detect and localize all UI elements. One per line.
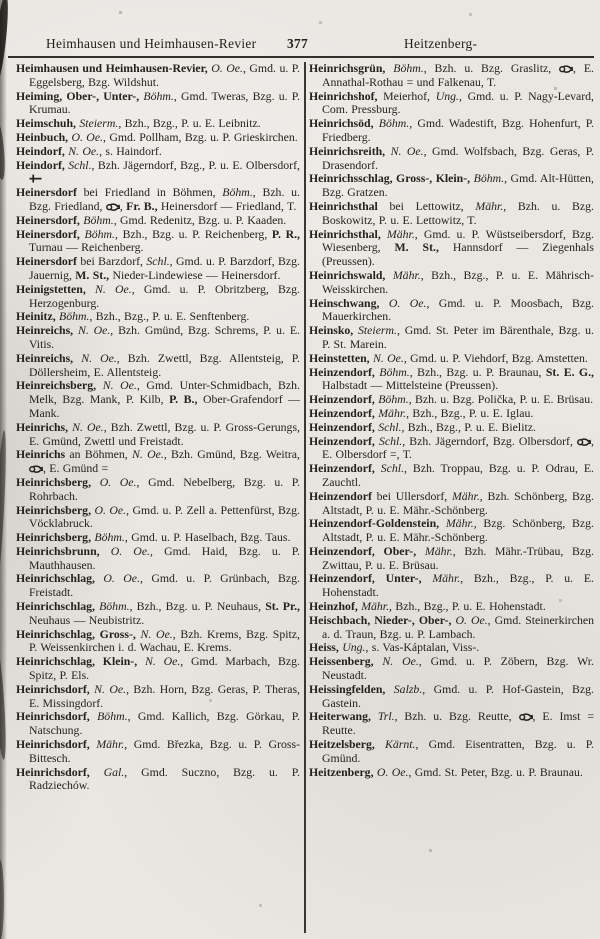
entry-text: , Gmd. u. P. Grünbach, Bzg. Freistadt. — [29, 571, 300, 600]
entry-text: , Bzh., Bzg., P. u. E. Hohenstadt. — [322, 571, 594, 600]
entry-bold-text: Heinersdorf — [16, 254, 77, 269]
entry-bold-text: Heinrichsbrunn, — [16, 543, 100, 558]
running-head-left: Heimhausen und Heimhausen-Revier — [46, 36, 257, 51]
entry-text: , Gmd. Marbach, Bzg. Spitz, P. Els. — [29, 654, 300, 683]
entry-text: Halbstadt — Mittelsteine (Preussen). — [322, 378, 499, 393]
entry — [309, 324, 594, 352]
entry — [309, 600, 594, 614]
entry-bold-text: Heinrichs — [16, 447, 66, 462]
entry-text: , Gmd. u. P. Zell a. Pettenfürst, Bzg. Vöcklabruck. — [29, 502, 300, 531]
entry-text: , Bzh., Bzg., P. u. E. Iglau. — [406, 405, 534, 420]
entry-text: , E. Olbersdorf =, T. — [322, 433, 594, 462]
entry-region-abbr: Trl. — [377, 709, 395, 724]
entry-text: , Gmd. Suczno, Bzg. u. P. Radziechów. — [29, 764, 300, 793]
entry — [309, 90, 594, 118]
entry-text: , Bzh. Zwettl, Bzg. Allentsteig, P. Döllersheim, E. Allentsteig. — [29, 350, 300, 379]
entry-region-abbr: Mähr. — [378, 405, 407, 420]
entry-bold-text: Heinrichsdorf, — [16, 764, 90, 779]
entry-text: , Bzh. Jägerndorf, Bzg. Olbersdorf, — [402, 433, 578, 448]
entry-text — [379, 296, 388, 310]
entry-text: , Gmd. u. P. Haselbach, Bzg. Taus. — [124, 530, 291, 545]
entry-text: , Gmd. Pollham, Bzg. u. P. Grieskirchen. — [103, 129, 298, 144]
entry — [309, 572, 594, 600]
entry-text: , Bzh. Krems, Bzg. Spitz, P. Weissenkirchen i. d. Wachau, E. Krems. — [29, 626, 300, 655]
entry-bold-text: Heinsko, — [309, 323, 354, 338]
entry — [16, 766, 300, 794]
entry-region-abbr: Böhm. — [393, 62, 424, 75]
entry-text — [90, 709, 97, 723]
entry-region-abbr: Steierm. — [358, 323, 397, 338]
entry — [16, 324, 300, 352]
entry-region-abbr: O. Oe. — [99, 474, 137, 489]
entry-text: , Bzh., Bzg. u. P. Neuhaus, — [129, 599, 266, 614]
entry-region-abbr: Böhm. — [378, 116, 410, 131]
entry-text: , Gmd. Redenitz, Bzg. u. P. Kaaden. — [113, 212, 287, 227]
entry-text: , Bzh. Troppau, Bzg. u. P. Odrau, E. Zauchtl. — [322, 461, 594, 489]
entry-bold-text: Heinrichsberg, — [16, 530, 92, 545]
entry — [309, 683, 594, 711]
entry-bold-text: Heinrichsdorf, — [16, 709, 90, 724]
entry-bold-text: Heinrichsschlag, Gross-, Klein-, — [309, 171, 471, 186]
entry-region-abbr: Böhm. — [379, 364, 410, 379]
entry-text — [91, 475, 100, 489]
entry-region-abbr: Mähr. — [361, 599, 390, 614]
entry-bold-text: Heiss, — [309, 640, 339, 655]
entry-region-abbr: Böhm. — [59, 309, 90, 324]
entry-bold-text: Heinreichs, — [16, 323, 74, 338]
entry-text: bei Ullersdorf, — [371, 488, 452, 503]
entry-region-abbr: N. Oe. — [140, 626, 173, 641]
entry-text: , Gmd. u. P. Zöbern, Bzg. Wr. Neustadt. — [322, 654, 594, 683]
entry — [309, 545, 594, 573]
entry-text: , Bzh., Bzg., P. u. E. Leibnitz. — [118, 116, 261, 131]
entry-text: , Bzh. Zwettl, Bzg. u. P. Gross-Gerungs, E. Gmünd, Zwettl und Freistadt. — [29, 419, 300, 448]
entry-region-abbr: Mähr. — [386, 226, 415, 241]
entry-text: , E. Imst = Reutte. — [322, 709, 594, 738]
entry — [309, 435, 594, 463]
entry-bold-text: Heinrichsdorf, — [16, 681, 90, 696]
entry-text: bei Friedland in Böhmen, — [76, 185, 223, 200]
entry-region-abbr: O. Oe. — [94, 502, 127, 517]
header-rule — [8, 56, 594, 58]
entry-bold-text: M. St., — [75, 267, 110, 282]
entry-region-abbr: Böhm. — [97, 709, 128, 724]
entry-text: , Bzh., Bzg., P. u. E. Mährisch-Weisskirchen. — [322, 267, 594, 296]
entry-text: Nieder-Lindewiese — Heinersdorf. — [109, 267, 281, 282]
entry-region-abbr: Mähr. — [451, 488, 480, 503]
entry — [16, 531, 300, 545]
entry-text: , Bzh. u. Bzg. Friedland, — [29, 185, 300, 213]
entry — [309, 462, 594, 490]
posthorn-icon — [106, 200, 120, 214]
entry-bold-text: Heinersdorf, — [16, 226, 80, 241]
cross-icon — [29, 172, 42, 186]
entry-text: , Bzh. u. Bzg. Graslitz, — [423, 62, 560, 75]
entry-bold-text: Heimschuh, — [16, 116, 76, 131]
posthorn-icon — [519, 710, 533, 724]
entry-bold-text: Heinrichsdorf, — [16, 737, 90, 752]
entry-bold-text: Heinzendorf — [309, 488, 372, 503]
text-columns — [16, 62, 594, 937]
entry-bold-text: Heinrichsthal — [309, 198, 378, 213]
entry — [309, 490, 594, 518]
entry-region-abbr: Böhm. — [378, 392, 409, 407]
entry-bold-text: Heinersdorf, — [16, 212, 80, 227]
entry-region-abbr: Schl. — [68, 157, 92, 172]
entry-region-abbr: Böhm. — [222, 185, 253, 200]
entry-bold-text: Heinrichswald, — [309, 267, 386, 282]
entry-region-abbr: O. Oe. — [388, 295, 427, 310]
entry-text: an Böhmen, — [65, 447, 133, 462]
entry — [16, 545, 300, 573]
entry — [16, 228, 300, 256]
entry-region-abbr: Mähr. — [475, 198, 504, 213]
entry-bold-text: Heinzendorf, — [309, 392, 375, 407]
entry-text: Ober-Grafendorf — Mank. — [29, 392, 300, 420]
entry — [16, 448, 300, 476]
entry-text: , Gmd. Nebelberg, Bzg. u. P. Rohrbach. — [29, 474, 300, 503]
entry-region-abbr: Mähr. — [424, 543, 453, 558]
entry-text: Turnau — Reichenberg. — [29, 240, 144, 255]
entry-text: , Gmd. Březka, Bzg. u. P. Gross-Bittesch. — [29, 737, 300, 765]
entry-bold-text: Fr. B., — [126, 198, 158, 213]
entry — [16, 379, 300, 420]
entry-bold-text: Heinrichsberg, — [16, 474, 92, 489]
entry-region-abbr: O. Oe. — [103, 571, 140, 586]
entry-text — [96, 378, 103, 392]
entry-region-abbr: O. Oe. — [376, 764, 409, 779]
entry — [309, 421, 594, 435]
entry-bold-text: Heinersdorf — [16, 185, 77, 200]
entry-text: , Bzh. u. Bzg. Boskowitz, P. u. E. Lettowitz, T. — [322, 198, 594, 227]
entry-bold-text: Heindorf, — [16, 157, 65, 172]
entry-region-abbr: N. Oe. — [72, 419, 104, 434]
entry-region-abbr: O. Oe. — [71, 129, 104, 144]
entry — [309, 172, 594, 200]
entry — [309, 366, 594, 394]
entry-bold-text: Heinzendorf-Goldenstein, — [309, 516, 440, 531]
entry-region-abbr: Schl. — [146, 254, 170, 269]
entry-region-abbr: Kärnt. — [385, 737, 416, 752]
entry-region-abbr: Salzb. — [393, 681, 423, 696]
entry-bold-text: Heissenberg, — [309, 654, 374, 669]
entry-bold-text: M. St., — [394, 240, 439, 255]
entry-bold-text: Heinzendorf, — [309, 405, 375, 420]
entry-region-abbr: Mähr. — [432, 571, 461, 586]
entry-text — [100, 544, 111, 558]
entry-text: , Gmd. u. P. Moosbach, Bzg. Mauerkirchen. — [322, 295, 594, 324]
entry-bold-text: Heinrichsöd, — [309, 116, 374, 131]
entry-region-abbr: N. Oe. — [132, 447, 164, 462]
entry-text: , Gmd. Steinerkirchen a. d. Traun, Bzg. u. P. Lambach. — [322, 612, 594, 641]
entry-text: Heinersdorf — Friedland, T. — [157, 198, 297, 213]
entry — [16, 504, 300, 532]
entry-text — [439, 516, 446, 530]
entry — [16, 738, 300, 766]
entry — [16, 421, 300, 449]
entry-region-abbr: Böhm. — [473, 171, 505, 186]
entry — [309, 655, 594, 683]
entry-region-abbr: N. Oe. — [68, 143, 100, 158]
entry-bold-text: Heinzendorf, — [309, 433, 375, 448]
entry-region-abbr: Böhm. — [94, 530, 125, 545]
entry-text: , Gmd. St. Peter, Bzg. u. P. Braunau. — [408, 764, 583, 779]
entry-region-abbr: Böhm. — [83, 212, 114, 227]
entry — [309, 228, 594, 269]
entry-bold-text: P. B., — [169, 392, 198, 407]
entry — [16, 352, 300, 380]
entry — [16, 117, 300, 131]
entry-text: , Bzh. Gmünd, Bzg. Schrems, P. u. E. Vitis. — [29, 323, 300, 351]
entry-text: , E. Gmünd = — [43, 461, 109, 476]
entry-bold-text: Heinrichsgrün, — [309, 62, 386, 75]
entry-text: , Gmd. St. Peter im Bärenthale, Bzg. u. P. St. Marein. — [322, 323, 594, 351]
entry-text — [416, 544, 425, 558]
entry-text: , Gmd. Unter-Schmidbach, Bzh. Melk, Bzg. Mank, P. Kilb, — [29, 378, 300, 407]
entry — [16, 572, 300, 600]
entry — [16, 655, 300, 683]
entry-region-abbr: Mähr. — [96, 737, 125, 752]
entry-region-abbr: Steierm. — [79, 116, 119, 131]
entry-text — [90, 765, 104, 779]
entry-text: , Bzh. Mähr.-Trübau, Bzg. Zwittau, P. u. E. Brüsau. — [322, 543, 594, 572]
entry-bold-text: Heitzenberg, — [309, 764, 374, 779]
entry — [16, 62, 300, 90]
entry — [16, 476, 300, 504]
entry-bold-text: Heindorf, — [16, 143, 65, 158]
entry-text: , Gmd. Eisentratten, Bzg. u. P. Gmünd. — [322, 737, 594, 765]
page-header — [0, 36, 600, 54]
entry-text: , Bzh., Bzg., P. u. E. Hohenstadt. — [389, 599, 546, 614]
column-left — [16, 62, 300, 937]
entry-text: , — [119, 198, 127, 213]
page-number: 377 — [287, 36, 308, 51]
entry-region-abbr: Böhm. — [84, 226, 115, 241]
entry-bold-text: Heimhausen und Heimhausen-Revier, — [16, 62, 208, 75]
entry-text: , Gmd. Wadestift, Bzg. Hohenfurt, P. Friedberg. — [322, 116, 594, 144]
entry-bold-text: Heinschwang, — [309, 295, 380, 310]
entry-text: , Gmd. u. P. Hof-Gastein, Bzg. Gastein. — [322, 681, 594, 710]
entry — [16, 710, 300, 738]
entry-region-abbr: N. Oe. — [144, 654, 181, 669]
entry — [16, 159, 300, 187]
entry-bold-text: Heinzhof, — [309, 599, 358, 614]
entry-region-abbr: N. Oe. — [372, 350, 404, 365]
entry-text: , Gmd. Wolfsbach, Bzg. Geras, P. Drasendorf. — [322, 143, 594, 172]
entry-region-abbr: Schl. — [378, 419, 402, 434]
entry-bold-text: Heiterwang, — [309, 709, 371, 724]
entry-region-abbr: N. Oe. — [382, 654, 419, 669]
entry-region-abbr: N. Oe. — [81, 350, 117, 365]
entry-text — [137, 654, 145, 668]
entry-bold-text: Heinzendorf, — [309, 419, 375, 434]
entry-text: , Bzh., Bzg., P. u. E. Senftenberg. — [89, 309, 250, 324]
entry-text — [375, 737, 385, 751]
entry-text: , Bzh. u. Bzg. Reutte, — [394, 709, 519, 724]
entry-text: , Bzh. u. Bzg. Polička, P. u. E. Brüsau. — [408, 392, 594, 407]
entry-text: , Bzh. Jägerndorf, Bzg., P. u. E. Olbersdorf, — [91, 157, 300, 172]
running-head-right: Heitzenberg- — [404, 36, 478, 51]
entry-text: , Bzh. Schönberg, Bzg. Altstadt, P. u. E. Mähr.-Schönberg. — [322, 488, 594, 517]
entry-text: , Bzh., Bzg. u. P. Braunau, — [409, 364, 546, 379]
entry-text: , Bzh., Bzg., P. u. E. Bielitz. — [401, 419, 536, 434]
entry — [16, 628, 300, 656]
paper-specks — [0, 0, 1, 1]
entry-region-abbr: Schl. — [380, 461, 405, 476]
entry-bold-text: Heinigstetten, — [16, 281, 86, 296]
entry-text: , Gmd. u. P. Obritzberg, Bzg. Herzogenburg. — [29, 281, 300, 310]
entry-bold-text: Heinreichs, — [16, 350, 74, 365]
entry — [16, 90, 300, 118]
entry-text: , E. Annathal-Rothau = und Falkenau, T. — [322, 62, 594, 89]
entry — [309, 145, 594, 173]
entry-region-abbr: Mähr. — [392, 267, 421, 282]
entry-region-abbr: N. Oe. — [390, 143, 424, 158]
entry-text — [385, 268, 392, 282]
entry — [309, 517, 594, 545]
entry-bold-text: Heinreichsberg, — [16, 378, 97, 393]
entry — [309, 200, 594, 228]
entry-region-abbr: N. Oe. — [102, 378, 137, 393]
entry-text — [371, 709, 378, 723]
entry-text: , Gmd. u. P. Wüstseibersdorf, Bzg. Wiesenberg, — [322, 226, 594, 255]
entry-bold-text: Heinrichs, — [16, 419, 69, 434]
entry-bold-text: Heinzendorf, Unter-, — [309, 571, 422, 586]
entry — [16, 283, 300, 311]
entry-bold-text: Heinrichschlag, — [16, 571, 95, 586]
entry — [309, 117, 594, 145]
entry — [16, 683, 300, 711]
entry-text: , Gmd. u. P. Eggelsberg, Bzg. Wildshut. — [29, 62, 300, 89]
entry-bold-text: Heinrichschlag, Klein-, — [16, 654, 138, 669]
entry-bold-text: Heinzendorf, — [309, 461, 375, 476]
entry-bold-text: Heischbach, Nieder-, Ober-, — [309, 612, 452, 627]
entry — [309, 614, 594, 642]
entry-text: , Gmd. Alt-Hütten, Bzg. Gratzen. — [322, 171, 594, 200]
entry-bold-text: Heinrichsreith, — [309, 143, 386, 158]
entry-text: , s. Haindorf. — [99, 143, 162, 158]
entry-bold-text: P. R., — [271, 226, 300, 241]
entry — [16, 186, 300, 214]
entry-region-abbr: O. Oe. — [211, 62, 243, 75]
column-right — [309, 62, 594, 937]
entry-text: , Gmd. u. P. Viehdorf, Bzg. Amstetten. — [403, 350, 588, 365]
entry-text: Meierhof, — [377, 88, 436, 103]
entry-bold-text: Heissingfelden, — [309, 681, 386, 696]
entry — [309, 641, 594, 655]
entry-bold-text: Heinitz, — [16, 309, 56, 324]
entry-text: , Gmd. Kallich, Bzg. Görkau, P. Natschung. — [29, 709, 300, 738]
entry-text: , Gmd. u. P. Nagy-Levard, Com. Pressburg. — [322, 88, 594, 117]
entry-text: , Bzh., Bzg. u. P. Reichenberg, — [115, 226, 272, 241]
entry — [309, 393, 594, 407]
entry-region-abbr: N. Oe. — [94, 681, 127, 696]
entry-bold-text: Heiming, Ober-, Unter-, — [16, 88, 140, 103]
entry-bold-text: Heinrichsthal, — [309, 226, 381, 241]
entry — [16, 255, 300, 283]
posthorn-icon — [559, 62, 573, 76]
entry-text — [422, 571, 433, 585]
entry-region-abbr: Gal. — [103, 764, 125, 779]
entry — [309, 710, 594, 738]
entry-text: , Gmd. u. P. Barzdorf, Bzg. Jauernig, — [29, 254, 300, 282]
entry-bold-text: Heinrichsberg, — [16, 502, 92, 517]
entry — [309, 352, 594, 366]
posthorn-icon — [577, 435, 591, 449]
column-divider — [304, 62, 306, 933]
entry-bold-text: Heinstetten, — [309, 350, 370, 365]
entry-region-abbr: O. Oe. — [110, 543, 151, 558]
entry — [16, 131, 300, 145]
entry — [309, 738, 594, 766]
entry — [309, 297, 594, 325]
entry-region-abbr: Böhm. — [143, 88, 174, 103]
entry-region-abbr: Mähr. — [445, 516, 474, 531]
entry-text: , Bzh. Horn, Bzg. Geras, P. Theras, E. Missingdorf. — [29, 681, 300, 710]
entry — [309, 766, 594, 780]
entry — [16, 145, 300, 159]
entry-region-abbr: N. Oe. — [95, 281, 132, 296]
entry-text — [385, 682, 393, 696]
entry — [16, 214, 300, 228]
entry-bold-text: St. E. G., — [545, 364, 594, 379]
entry-region-abbr: O. Oe. — [455, 612, 488, 627]
entry-text: bei Lettowitz, — [377, 198, 476, 213]
entry-region-abbr: Schl. — [378, 433, 403, 448]
entry-text: bei Barzdorf, — [76, 254, 147, 269]
entry — [309, 62, 594, 90]
entry — [309, 269, 594, 297]
entry-region-abbr: Ung. — [435, 88, 459, 103]
entry-region-abbr: N. Oe. — [77, 323, 111, 338]
entry-text: , Bzh. Gmünd, Bzg. Weitra, — [163, 447, 300, 462]
entry-text: , Gmd. Haid, Bzg. u. P. Mauthhausen. — [29, 543, 300, 572]
entry-bold-text: Heitzelsberg, — [309, 737, 375, 752]
entry-text — [86, 282, 95, 296]
entry-bold-text: Heinbuch, — [16, 129, 69, 144]
entry-bold-text: Heinzendorf, Ober-, — [309, 543, 417, 558]
entry-bold-text: Heinzendorf, — [309, 364, 375, 379]
entry-text: Neuhaus — Neubistritz. — [29, 612, 145, 627]
entry-text: , s. Vas-Káptalan, Viss-. — [365, 640, 480, 655]
entry — [309, 407, 594, 421]
entry-region-abbr: Böhm. — [99, 599, 130, 614]
entry-text: Hannsdorf — Ziegenhals (Preussen). — [322, 240, 594, 269]
entry-text: , Gmd. Tweras, Bzg. u. P. Krumau. — [29, 88, 300, 117]
entry-bold-text: Heinrichschlag, — [16, 599, 95, 614]
entry-text: , Bzg. Schönberg, Bzg. Altstadt, P. u. E. Mähr.-Schönberg. — [322, 516, 594, 545]
entry — [16, 600, 300, 628]
entry-bold-text: Heinrichshof, — [309, 88, 378, 103]
entry-text — [73, 351, 81, 365]
entry-region-abbr: Ung. — [342, 640, 366, 655]
entry — [16, 310, 300, 324]
posthorn-icon — [29, 462, 43, 476]
entry-bold-text: St. Pr., — [265, 599, 300, 614]
entry-bold-text: Heinrichschlag, Gross-, — [16, 626, 136, 641]
